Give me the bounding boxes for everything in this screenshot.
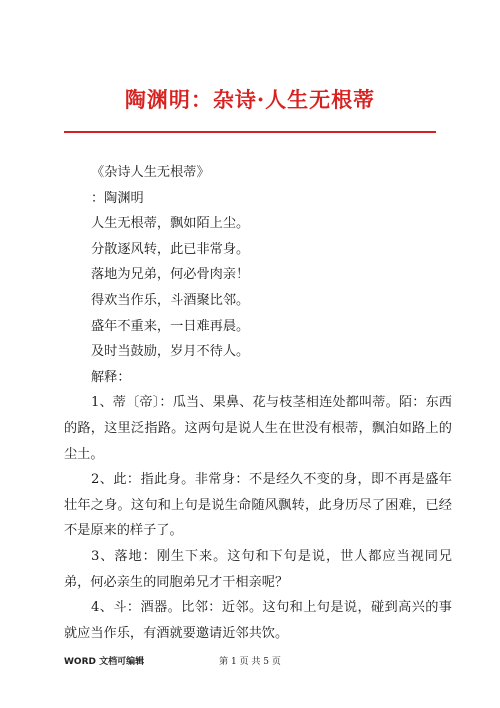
footer-editable-label: WORD 文档可编辑 xyxy=(64,657,145,667)
poem-title: 《杂诗人生无根蒂》 xyxy=(91,165,210,180)
page-number: 第 1 页 共 5 页 xyxy=(219,657,281,667)
poem-line: 盛年不重来，一日难再晨。 xyxy=(91,318,250,334)
title-divider xyxy=(64,131,436,133)
document-body xyxy=(64,160,452,646)
notes-heading: 解释： xyxy=(91,369,131,385)
poem-line: 人生无根蒂，飘如陌上尘。 xyxy=(91,216,250,232)
page-title: 陶渊明：杂诗·人生无根蒂 xyxy=(124,87,376,112)
poem-line: 及时当鼓励，岁月不待人。 xyxy=(91,344,250,360)
note-paragraph: 2、此：指此身。非常身：不是经久不变的身，即不再是盛年壮年之身。这句和上句是说生命随风飘转，此身历尽了困难，已经不是原来的样子了。 xyxy=(64,472,452,539)
poem-line: 分散逐风转，此已非常身。 xyxy=(91,241,250,257)
note-paragraph: 3、落地：刚生下来。这句和下句是说，世人都应当视同兄弟，何必亲生的同胞弟兄才干相亲呢？ xyxy=(64,548,452,590)
poem-author: ：陶渊明 xyxy=(91,190,144,206)
poem-line: 落地为兄弟，何必骨肉亲！ xyxy=(91,267,250,283)
note-paragraph: 4、斗：酒器。比邻：近邻。这句和上句是说，碰到高兴的事就应当作乐，有酒就要邀请近邻共饮。 xyxy=(64,600,452,641)
note-paragraph: 1、蒂〔帝〕：瓜当、果鼻、花与枝茎相连处都叫蒂。陌：东西的路，这里泛指路。这两句是说人生在世没有根蒂，飘泊如路上的尘土。 xyxy=(64,395,452,462)
poem-line: 得欢当作乐，斗酒聚比邻。 xyxy=(91,292,250,308)
